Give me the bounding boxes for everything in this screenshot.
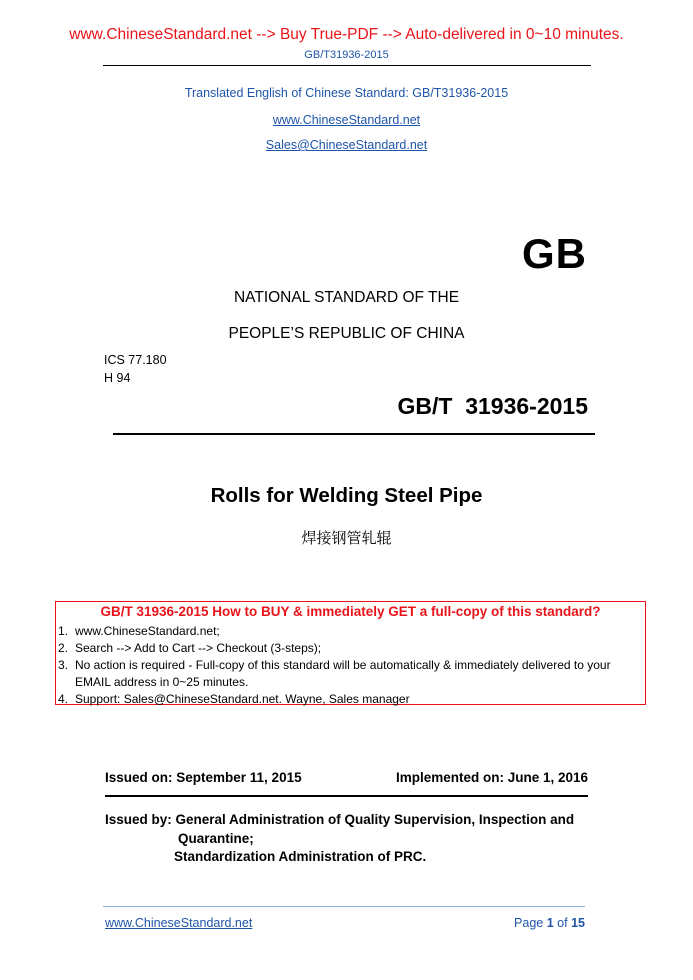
title-divider: [113, 433, 595, 435]
gb-logo: GB: [522, 230, 587, 277]
step-text: No action is required - Full-copy of this standard will be automatically & immediately delivered to your EMAIL address in 0~25 minutes.: [75, 658, 611, 689]
website-link[interactable]: www.ChineseStandard.net: [272, 113, 421, 127]
document-title-chinese: 焊接钢管轧辊: [301, 529, 392, 547]
document-title: Rolls for Welding Steel Pipe: [210, 484, 483, 507]
translation-line: Translated English of Chinese Standard: GB/T31936-2015: [184, 86, 509, 100]
dates-divider: [105, 795, 588, 797]
national-standard-line1: NATIONAL STANDARD OF THE: [233, 289, 460, 306]
step-number: 2.: [58, 641, 69, 655]
footer-divider: [103, 906, 585, 907]
purchase-step: [58, 623, 644, 640]
purchase-info-box: [55, 601, 646, 705]
page-indicator: [514, 916, 585, 930]
issuer-block: [105, 811, 574, 867]
step-number: 3.: [58, 658, 69, 672]
top-banner: www.ChineseStandard.net --> Buy True-PDF --> Auto-delivered in 0~10 minutes.: [69, 26, 624, 43]
purchase-info-title: GB/T 31936-2015 How to BUY & immediately GET a full-copy of this standard?: [100, 604, 601, 619]
step-text[interactable]: www.ChineseStandard.net;: [75, 624, 220, 638]
website-link-wrap: [0, 111, 693, 129]
issuer-line3: Standardization Administration of PRC.: [174, 849, 427, 864]
header-divider: [103, 65, 591, 66]
standard-number: GB/T 31936-2015: [397, 393, 588, 419]
page-of: of: [557, 916, 568, 930]
step-number: 4.: [58, 692, 69, 706]
issuer-line2: Quarantine;: [178, 830, 254, 846]
header-standard-code: GB/T31936-2015: [304, 49, 389, 61]
purchase-step: [58, 640, 644, 657]
page-label: Page: [514, 916, 544, 930]
footer-website-link[interactable]: www.ChineseStandard.net: [105, 916, 253, 930]
issued-date: Issued on: September 11, 2015: [105, 770, 302, 785]
page-current: 1: [546, 916, 554, 930]
step-number: 1.: [58, 624, 69, 638]
dates-row: [105, 770, 588, 785]
purchase-step: [58, 657, 644, 691]
purchase-step: [58, 691, 644, 708]
step-text: Support: Sales@ChineseStandard.net. Wayne, Sales manager: [75, 692, 410, 706]
ics-code: ICS 77.180: [104, 353, 167, 367]
page-total: 15: [571, 916, 585, 930]
issuer-line1: Issued by: General Administration of Quality Supervision, Inspection and: [105, 812, 575, 827]
step-text: Search --> Add to Cart --> Checkout (3-steps);: [75, 641, 322, 655]
national-standard-line2: PEOPLE’S REPUBLIC OF CHINA: [228, 325, 465, 342]
email-link-wrap: [0, 136, 693, 154]
implemented-date: Implemented on: June 1, 2016: [395, 770, 588, 785]
ccs-code: H 94: [104, 371, 131, 385]
email-link[interactable]: Sales@ChineseStandard.net: [265, 138, 428, 152]
purchase-steps-list: [58, 623, 644, 708]
